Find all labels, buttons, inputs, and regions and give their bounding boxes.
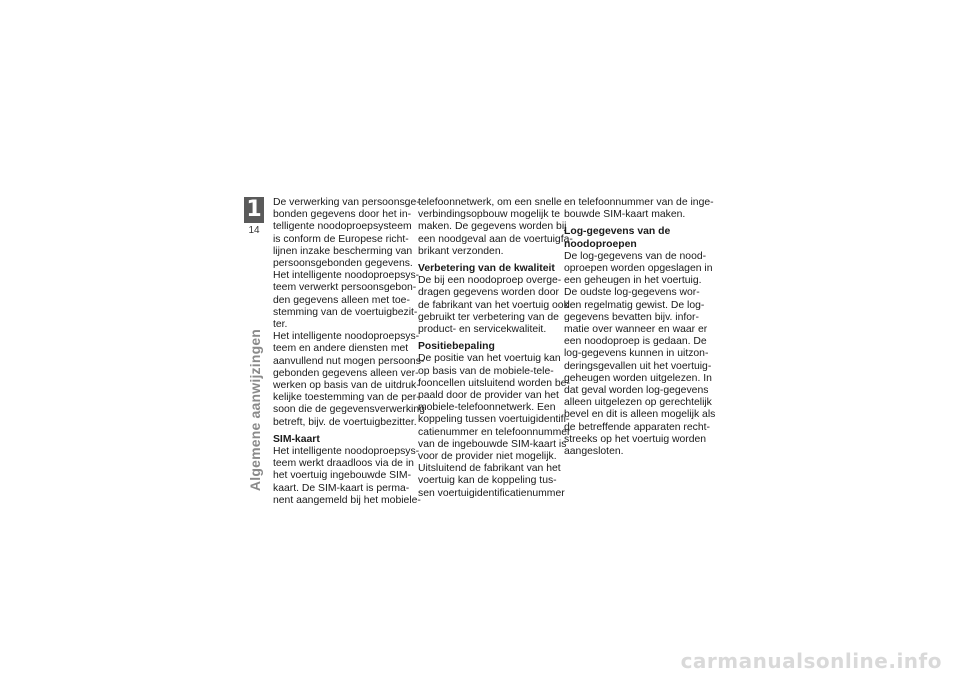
text-line: verbindingsopbouw mogelijk te — [418, 209, 561, 221]
text-line: aanvullend nut mogen persoons- — [273, 355, 425, 367]
text-column-2 — [418, 197, 573, 500]
text-line: den gegevens alleen met toe- — [273, 294, 410, 306]
text-line: telligente noodoproepsysteem — [273, 221, 412, 233]
text-line: De oudste log-gegevens wor- — [564, 287, 700, 299]
text-line: deringsgevallen uit het voertuig- — [564, 360, 712, 372]
text-line: noodoproepen — [564, 238, 637, 250]
page-number: 14 — [248, 225, 260, 236]
text-line: alleen uitgelezen op gerechtelijk — [564, 397, 712, 409]
text-line: Het intelligente noodoproepsys- — [273, 270, 420, 282]
text-line: teem en andere diensten met — [273, 343, 409, 355]
text-line: bevel en dit is alleen mogelijk als — [564, 409, 716, 421]
text-line: sen voertuigidentificatienummer — [418, 487, 565, 499]
paragraph — [564, 197, 714, 221]
text-line: dat geval worden log-gegevens — [564, 385, 709, 397]
text-column-3 — [564, 197, 716, 458]
text-line: de betreffende apparaten recht- — [564, 421, 710, 433]
text-line: De verwerking van persoonsge- — [273, 197, 420, 208]
text-line: het voertuig ingebouwde SIM- — [273, 470, 412, 482]
text-line: fooncellen uitsluitend worden be- — [418, 377, 570, 389]
text-line: teem werkt draadloos via de in — [273, 458, 414, 470]
text-line: betreft, bijv. de voertuigbezitter. — [273, 416, 417, 428]
watermark: carmanualsonline.info — [680, 649, 942, 673]
text-line: streeks op het voertuig worden — [564, 433, 707, 445]
chapter-number: 1 — [244, 197, 264, 223]
text-line: SIM-kaart — [273, 433, 320, 445]
text-line: dragen gegevens worden door — [418, 287, 559, 299]
text-line: ter. — [273, 319, 288, 331]
text-line: een geheugen in het voertuig. — [564, 275, 702, 287]
text-line: werken op basis van de uitdruk- — [273, 380, 420, 392]
text-line: voertuig kan de koppeling tus- — [418, 475, 557, 487]
text-line: Uitsluitend de fabrikant van het — [418, 463, 561, 475]
section-heading — [418, 341, 558, 353]
text-line: log-gegevens kunnen in uitzon- — [564, 348, 709, 360]
text-line: Log-gegevens van de — [564, 226, 671, 238]
text-line: soon die de gegevensverwerking — [273, 404, 425, 416]
text-line: een noodgeval aan de voertuigfa- — [418, 233, 573, 245]
paragraph — [273, 331, 425, 429]
text-line: gegevens bevatten bijv. infor- — [564, 311, 699, 323]
text-line: en telefoonnummer van de inge- — [564, 197, 714, 208]
paragraph — [418, 353, 571, 499]
text-line: gebonden gegevens alleen ver- — [273, 367, 419, 379]
text-line: product- en servicekwaliteit. — [418, 324, 547, 336]
text-line: stemming van de voertuigbezit- — [273, 306, 418, 318]
paragraph — [273, 270, 420, 331]
text-line: Verbetering van de kwaliteit — [418, 263, 555, 275]
text-line: bonden gegevens door het in- — [273, 209, 412, 221]
text-line: is conform de Europese richt- — [273, 233, 409, 245]
text-line: paald door de provider van het — [418, 390, 559, 402]
text-line: voor de provider niet mogelijk. — [418, 451, 557, 463]
text-line: kaart. De SIM-kaart is perma- — [273, 482, 410, 494]
paragraph — [564, 250, 716, 458]
text-line: kelijke toestemming van de per- — [273, 392, 420, 404]
text-line: De bij een noodoproep overge- — [418, 275, 562, 287]
text-line: De log-gegevens van de nood- — [564, 250, 707, 262]
paragraph — [273, 446, 421, 507]
text-line: oproepen worden opgeslagen in — [564, 263, 713, 275]
section-heading — [564, 226, 704, 250]
text-line: teem verwerkt persoonsgebon- — [273, 282, 417, 294]
text-line: matie over wanneer en waar er — [564, 324, 708, 336]
text-line: persoonsgebonden gegevens. — [273, 258, 413, 270]
text-line: bouwde SIM-kaart maken. — [564, 209, 686, 221]
chapter-title: Algemene aanwijzingen — [247, 328, 263, 492]
text-line: Het intelligente noodoproepsys- — [273, 446, 420, 458]
text-line: een noodoproep is gedaan. De — [564, 336, 707, 348]
text-line: brikant verzonden. — [418, 245, 504, 257]
text-line: van de ingebouwde SIM-kaart is — [418, 438, 567, 450]
text-column-1 — [273, 197, 425, 507]
paragraph — [418, 275, 569, 336]
text-line: telefoonnetwerk, om een snelle — [418, 197, 562, 208]
text-line: lijnen inzake bescherming van — [273, 245, 413, 257]
text-line: aangesloten. — [564, 446, 624, 458]
text-line: nent aangemeld bij het mobiele- — [273, 494, 421, 506]
paragraph — [418, 197, 573, 258]
text-line: Positiebepaling — [418, 341, 495, 353]
text-line: Het intelligente noodoproepsys- — [273, 331, 420, 343]
text-line: mobiele-telefoonnetwerk. Een — [418, 402, 556, 414]
text-line: De positie van het voertuig kan — [418, 353, 561, 365]
text-line: de fabrikant van het voertuig ook — [418, 299, 569, 311]
text-line: op basis van de mobiele-tele- — [418, 365, 554, 377]
text-line: gebruikt ter verbetering van de — [418, 311, 559, 323]
text-line: koppeling tussen voertuigidentifi- — [418, 414, 570, 426]
section-heading — [273, 434, 413, 446]
text-line: maken. De gegevens worden bij — [418, 221, 567, 233]
text-line: den regelmatig gewist. De log- — [564, 299, 705, 311]
section-heading — [418, 263, 558, 275]
text-line: geheugen worden uitgelezen. In — [564, 372, 712, 384]
text-line: catienummer en telefoonnummer — [418, 426, 571, 438]
chapter-tab — [244, 197, 264, 241]
paragraph — [273, 197, 420, 270]
